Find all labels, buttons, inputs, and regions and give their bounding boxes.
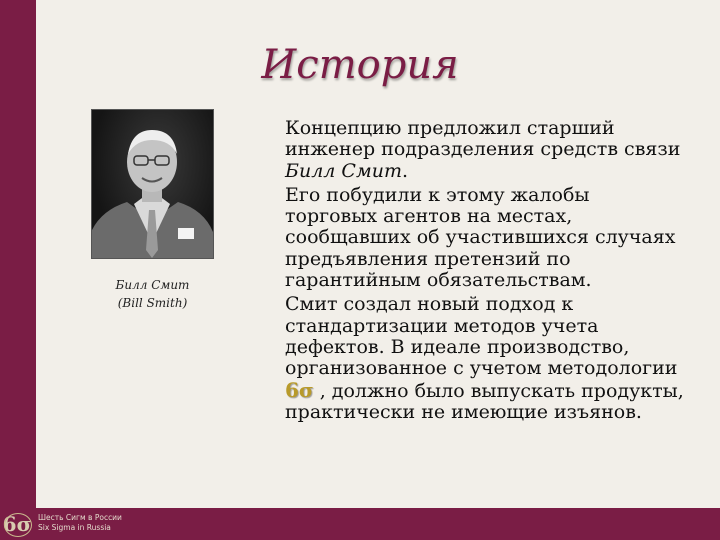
caption-name-ru: Билл Смит: [115, 278, 190, 292]
paragraph-1-text: Концепцию предложил старший инженер подразделения средств связи: [285, 117, 681, 161]
body-text: [285, 118, 685, 426]
paragraph-1: [285, 118, 685, 182]
caption-name-en: (Bill Smith): [117, 296, 188, 310]
paragraph-2: Его побудили к этому жалобы торговых агентов на местах, сообщавших об участившихся случаях предъявления претензий по гарантийным обязательствам.: [285, 183, 676, 292]
footer-line-en: Six Sigma in Russia: [38, 523, 111, 532]
slide-title: История: [261, 42, 459, 88]
logo-text: 6σ: [2, 512, 32, 536]
paragraph-3-end: , должно было выпускать продукты, практически не имеющие изъянов.: [285, 379, 684, 423]
paragraph-3: [285, 294, 685, 423]
paragraph-3-text: Смит создал новый подход к стандартизации методов учета дефектов. В идеале производство, организованное с учетом методологии: [285, 293, 678, 380]
photo-caption: [92, 276, 213, 312]
portrait-image: [92, 110, 213, 258]
portrait-photo: [92, 110, 213, 258]
person-name: Билл Смит: [285, 159, 402, 182]
footer-brand: [38, 513, 122, 533]
footer-line-ru: Шесть Сигм в России: [38, 513, 122, 522]
six-sigma-logo-icon: [2, 510, 32, 538]
six-sigma-symbol: 6σ: [285, 377, 314, 402]
paragraph-1-end: .: [401, 159, 409, 182]
